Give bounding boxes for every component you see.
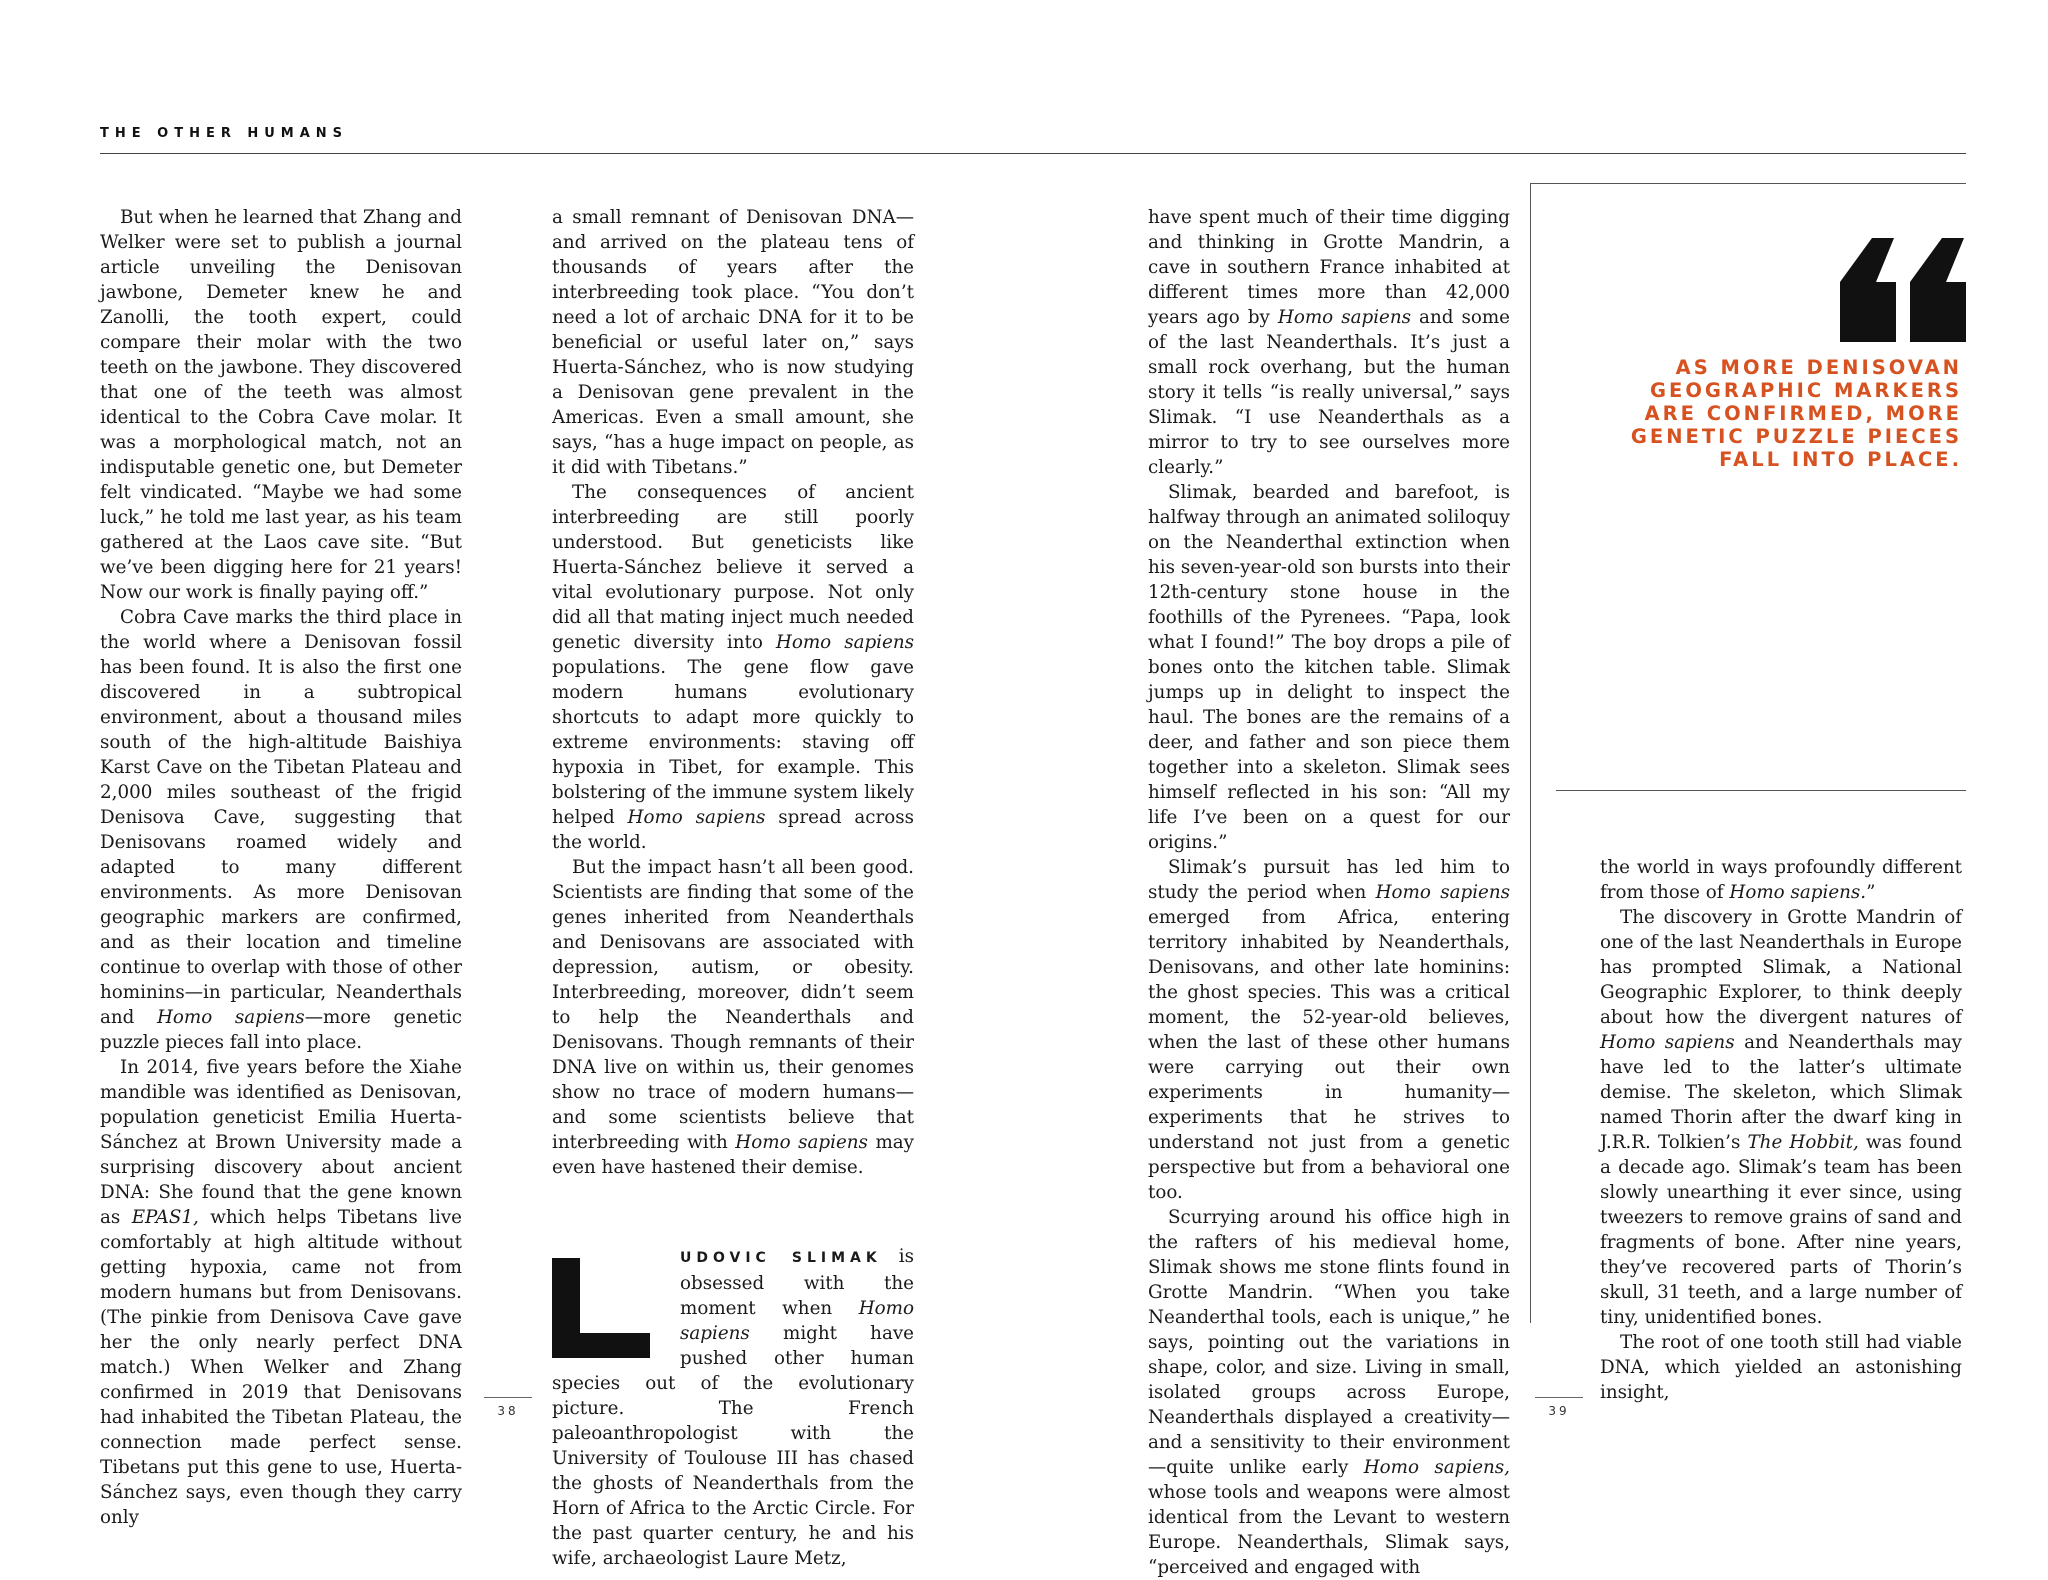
paragraph: Slimak, bearded and barefoot, is halfway through an animated soliloquy on the Neanderthal extinction when his seven-year-old son bursts into their 12th-century stone house in the foothills of the Pyrenees. “Papa, look what I found!” The boy drops a pile of bones onto the kitchen table. Slimak jumps up in delight to inspect the haul. The bones are the remains of a deer, and father and son piece them together into a skeleton. Slimak sees himself reflected in his son: “All my life I’ve been on a quest for our origins.”	[1148, 482, 1510, 853]
paragraph: Cobra Cave marks the third place in the world where a Denisovan fossil has been found. It is also the first one discovered in a subtropical environment, about a thousand miles south of the high-altitude Baishiya Karst Cave on the Tibetan Plateau and 2,000 miles southeast of the frigid Denisova Cave, suggesting that Denisovans roamed widely and adapted to many different environments. As more Denisovan geographic markers are confirmed, and as their location and timeline continue to overlap with those of other hominins—in particular, Neanderthals and Homo sapiens—more genetic puzzle pieces fall into place.	[100, 607, 463, 1053]
pull-quote-divider	[1556, 790, 1966, 791]
paragraph: a small remnant of Denisovan DNA—and arrived on the plateau tens of thousands of years after the interbreeding took place. “You don’t need a lot of archaic DNA for it to be beneficial or useful later on,” says Huerta-Sánchez, who is now studying a Denisovan gene prevalent in the Americas. Even a small amount, she says, “has a huge impact on people, as it did with Tibetans.”	[552, 207, 914, 478]
paragraph: the world in ways profoundly different from those of Homo sapiens.”	[1600, 857, 1962, 903]
paragraph: The discovery in Grotte Mandrin of one of the last Neanderthals in Europe has prompted Slimak, a National Geographic Explorer, to think deeply about how the divergent natures of Homo sapiens and Neanderthals may have led to the latter’s ultimate demise. The skeleton, which Slimak named Thorin after the dwarf king in J.R.R. Tolkien’s The Hobbit, was found a decade ago. Slimak’s team has been slowly unearthing it ever since, using tweezers to remove grains of sand and fragments of bone. After nine years, they’ve recovered parts of Thorin’s skull, 31 teeth, and a large number of tiny, unidentified bones.	[1600, 907, 1962, 1328]
page-number-left: 38	[497, 1404, 519, 1418]
folio-rule-right	[1535, 1397, 1583, 1398]
paragraph: have spent much of their time digging and thinking in Grotte Mandrin, a cave in southern France inhabited at different times more than 42,000 years ago by Homo sapiens and some of the last Neanderthals. It’s just a small rock overhang, but the human story it tells “is really universal,” says Slimak. “I use Neanderthals as a mirror to try to see ourselves more clearly.”	[1148, 207, 1510, 478]
folio-rule-left	[484, 1397, 532, 1398]
lead-in: UDOVIC SLIMAK	[680, 1250, 882, 1266]
paragraph: But when he learned that Zhang and Welker were set to publish a journal article unveiling the Denisovan jawbone, Demeter knew he and Zanolli, the tooth expert, could compare their molar with the two teeth on the jawbone. They discovered that one of the teeth was almost identical to the Cobra Cave molar. It was a morphological match, not an indisputable genetic one, but Demeter felt vindicated. “Maybe we had some luck,” he told me last year, as his team gathered at the Laos cave site. “But we’ve been digging here for 21 years! Now our work is finally paying off.”	[100, 207, 462, 603]
article-column-1	[100, 205, 462, 1530]
article-column-3	[1148, 205, 1510, 1580]
pull-quote-frame-left	[1530, 183, 1531, 1323]
pull-quote: AS MORE DENISOVAN GEOGRAPHIC MARKERS ARE CONFIRMED, MORE GENETIC PUZZLE PIECES FALL INTO PLACE.	[1630, 356, 1962, 471]
page-number-right: 39	[1548, 1404, 1570, 1418]
paragraph: Slimak’s pursuit has led him to study the period when Homo sapiens emerged from Africa, entering territory inhabited by Neanderthals, Denisovans, and other late hominins: the ghost species. This was a critical moment, the 52-year-old believes, when the last of these other humans were carrying out their own experiments in humanity—experiments that he strives to understand not just from a genetic perspective but from a behavioral one too.	[1148, 857, 1511, 1203]
header-rule	[100, 153, 1966, 154]
article-column-4	[1600, 855, 1962, 1405]
paragraph: But the impact hasn’t all been good. Scientists are finding that some of the genes inherited from Neanderthals and Denisovans are associated with depression, autism, or obesity. Interbreeding, moreover, didn’t seem to help the Neanderthals and Denisovans. Though remnants of their DNA live on within us, their genomes show no trace of modern humans—and some scientists believe that interbreeding with Homo sapiens may even have hastened their demise.	[552, 857, 915, 1178]
paragraph: Scurrying around his office high in the rafters of his medieval home, Slimak shows me stone flints found in Grotte Mandrin. “When you take Neanderthal tools, each is unique,” he says, pointing out the variations in shape, color, and size. Living in small, isolated groups across Europe, Neanderthals displayed a creativity—and a sensitivity to their environment—quite unlike early Homo sapiens, whose tools and weapons were almost identical from the Levant to western Europe. Neanderthals, Slimak says, “perceived and engaged with	[1148, 1207, 1510, 1578]
quotation-mark-icon	[1840, 238, 1966, 342]
paragraph: UDOVIC SLIMAK is obsessed with the moment when Homo sapiens might have pushed other human species out of the evolutionary picture. The French paleoanthropologist with the University of Toulouse III has chased the ghosts of Neanderthals from the Horn of Africa to the Arctic Circle. For the past quarter century, he and his wife, archaeologist Laure Metz,	[552, 1246, 914, 1569]
section-opening	[552, 1244, 914, 1571]
drop-cap-l-icon	[552, 1258, 648, 1358]
running-head: THE OTHER HUMANS	[100, 126, 349, 141]
pull-quote-frame-top	[1530, 183, 1966, 184]
article-column-2	[552, 205, 914, 1571]
paragraph: In 2014, five years before the Xiahe mandible was identified as Denisovan, population geneticist Emilia Huerta-Sánchez at Brown University made a surprising discovery about ancient DNA: She found that the gene known as EPAS1, which helps Tibetans live comfortably at high altitude without getting hypoxia, came not from modern humans but from Denisovans. (The pinkie from Denisova Cave gave her the only nearly perfect DNA match.) When Welker and Zhang confirmed in 2019 that Denisovans had inhabited the Tibetan Plateau, the connection made perfect sense. Tibetans put this gene to use, Huerta-Sánchez says, even though they carry only	[100, 1057, 463, 1528]
paragraph: The consequences of ancient interbreeding are still poorly understood. But geneticists like Huerta-Sánchez believe it served a vital evolutionary purpose. Not only did all that mating inject much needed genetic diversity into Homo sapiens populations. The gene flow gave modern humans evolutionary shortcuts to adapt more quickly to extreme environments: staving off hypoxia in Tibet, for example. This bolstering of the immune system likely helped Homo sapiens spread across the world.	[552, 482, 914, 853]
paragraph: The root of one tooth still had viable DNA, which yielded an astonishing insight,	[1600, 1332, 1962, 1403]
